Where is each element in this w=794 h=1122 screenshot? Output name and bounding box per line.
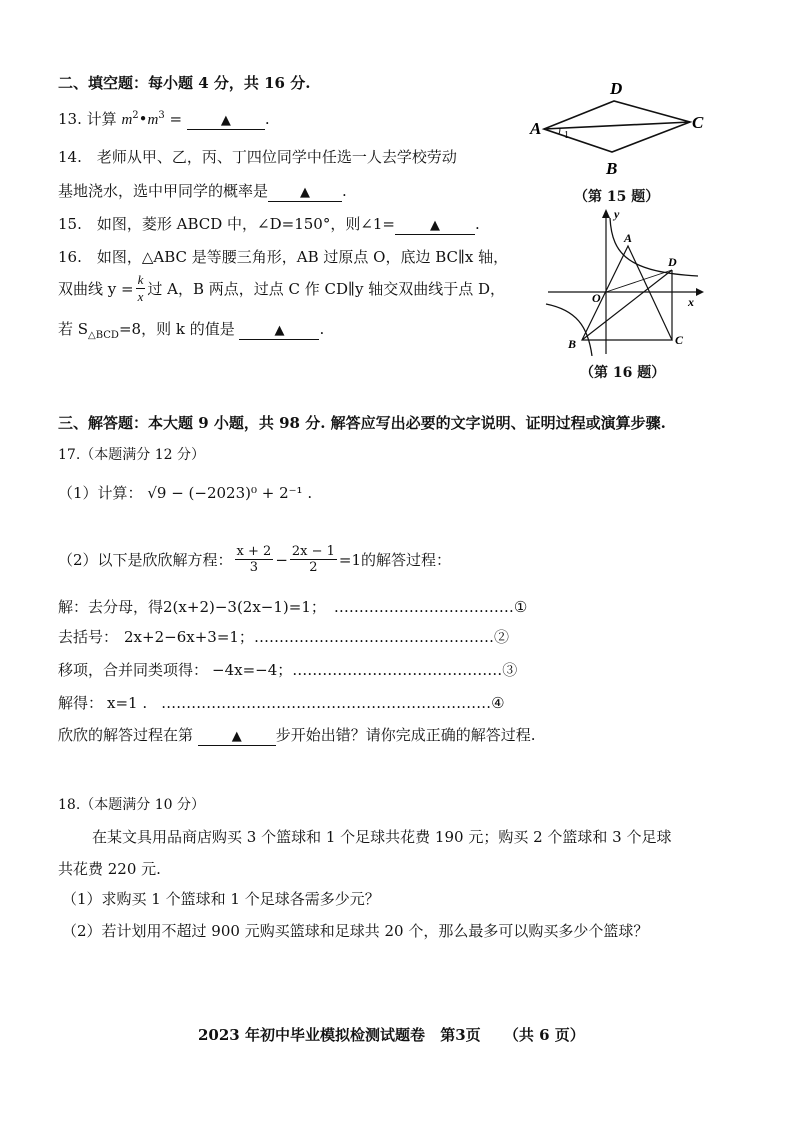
label-A: A bbox=[624, 231, 633, 245]
label-D: D bbox=[668, 255, 677, 269]
solution-step-4 bbox=[58, 692, 505, 713]
fraction-1 bbox=[235, 544, 274, 575]
question-14-line2 bbox=[58, 180, 347, 202]
denominator: x bbox=[137, 289, 144, 304]
math-expression: √9 − (−2023)⁰ + 2⁻¹ . bbox=[147, 484, 313, 502]
dot-leader: ………………………………………………………… bbox=[161, 694, 492, 712]
fraction-k-over-x bbox=[136, 272, 146, 305]
footer-total: （共 6 页） bbox=[503, 1026, 585, 1044]
step-number: ② bbox=[493, 628, 509, 646]
label-O: O bbox=[592, 291, 601, 305]
hyperbola-branch-1 bbox=[610, 218, 698, 276]
numerator: x + 2 bbox=[236, 544, 272, 559]
period: . bbox=[342, 182, 347, 200]
section2-heading: 二、填空题：每小题 4 分，共 16 分. bbox=[58, 74, 311, 92]
label-B: B bbox=[606, 159, 618, 178]
step-number: ③ bbox=[502, 661, 518, 679]
dot-operator: • bbox=[138, 110, 148, 128]
page-footer bbox=[198, 1024, 585, 1045]
equals-sign: = bbox=[169, 110, 183, 128]
question-text: =8，则 k 的值是 bbox=[118, 320, 235, 338]
question-text: 过 A，B 两点，过点 C 作 CD∥y 轴交双曲线于点 D， bbox=[147, 280, 506, 298]
question-16-line2 bbox=[58, 272, 505, 305]
question-17-conclusion bbox=[58, 724, 536, 746]
step-number: ④ bbox=[491, 694, 505, 712]
step-label: 解：去分母，得 bbox=[58, 598, 164, 616]
question-16-line1: 16. 如图，△ABC 是等腰三角形，AB 过原点 O，底边 BC∥x 轴， bbox=[58, 248, 509, 266]
question-13 bbox=[58, 108, 270, 130]
solution-step-3 bbox=[58, 659, 517, 680]
step-label: 移项，合并同类项得： bbox=[58, 661, 209, 679]
var-m: m bbox=[147, 112, 159, 128]
denominator: 3 bbox=[249, 560, 259, 575]
question-16-line3 bbox=[58, 318, 324, 341]
label-x: x bbox=[688, 295, 694, 309]
minus-sign: − bbox=[275, 550, 288, 569]
step-label: 去括号： bbox=[58, 628, 119, 646]
period: . bbox=[264, 110, 270, 128]
answer-blank-16[interactable]: ▲ bbox=[239, 323, 319, 340]
label-D: D bbox=[610, 79, 623, 98]
answer-blank-13[interactable]: ▲ bbox=[187, 113, 265, 130]
answer-blank-14[interactable]: ▲ bbox=[268, 185, 342, 202]
question-14-line1: 14. 老师从甲、乙，丙、丁四位同学中任选一人去学校劳动 bbox=[58, 148, 457, 166]
question-17-title: 17.（本题满分 12 分） bbox=[58, 447, 205, 463]
step-expression: −4x=−4； bbox=[212, 661, 293, 679]
answer-blank-15[interactable]: ▲ bbox=[395, 218, 475, 235]
figure-16-hyperbola bbox=[538, 206, 718, 356]
solution-step-2 bbox=[58, 626, 509, 647]
question-18-title: 18.（本题满分 10 分） bbox=[58, 797, 205, 813]
period: . bbox=[319, 320, 325, 338]
subscript: △BCD bbox=[88, 330, 119, 341]
footer-page: 第3页 bbox=[440, 1026, 481, 1044]
denominator: 2 bbox=[309, 560, 318, 575]
question-text: 若 S bbox=[58, 320, 89, 338]
label-A: A bbox=[530, 119, 542, 138]
figure-15-caption: （第 15 题） bbox=[574, 189, 660, 205]
step-expression: x=1 . bbox=[107, 694, 148, 712]
fraction-2 bbox=[290, 544, 337, 575]
label-B: B bbox=[568, 337, 577, 351]
question-18-para-line1: 在某文具用品商店购买 3 个篮球和 1 个足球共花费 190 元；购买 2 个篮球和 3 个足球 bbox=[92, 828, 672, 846]
label-C: C bbox=[675, 333, 684, 347]
question-text: 15. 如图，菱形 ABCD 中，∠D=150°，则∠1= bbox=[58, 215, 396, 233]
label-C: C bbox=[692, 113, 704, 132]
dot-leader: …………………………………… bbox=[292, 661, 503, 679]
question-18-part2: （2）若计划用不超过 900 元购买篮球和足球共 20 个，那么最多可以购买多少个篮球？ bbox=[62, 922, 649, 940]
figure-16-caption: （第 16 题） bbox=[580, 365, 666, 381]
var-m: m bbox=[121, 112, 133, 128]
numerator: k bbox=[137, 272, 144, 287]
step-number: ① bbox=[513, 598, 528, 616]
numerator: 2x − 1 bbox=[291, 544, 335, 559]
footer-title: 2023 年初中毕业模拟检测试题卷 bbox=[198, 1026, 425, 1044]
section3-heading: 三、解答题：本大题 9 小题，共 98 分. 解答应写出必要的文字说明、证明过程或演算步骤. bbox=[58, 414, 666, 432]
question-17-part1 bbox=[58, 482, 312, 503]
dot-leader: ……………………………… bbox=[333, 598, 514, 616]
exponent: 3 bbox=[158, 110, 165, 121]
question-text: 双曲线 y = bbox=[58, 280, 134, 298]
question-text: 基地浇水，选中甲同学的概率是 bbox=[58, 182, 269, 200]
step-expression: 2x+2−6x+3=1； bbox=[124, 628, 254, 646]
question-15 bbox=[58, 213, 480, 235]
question-text: 计算 bbox=[86, 110, 117, 128]
question-text: 欣欣的解答过程在第 bbox=[58, 726, 194, 744]
part-text: =1的解答过程： bbox=[338, 551, 452, 569]
part-label: （1）计算： bbox=[58, 484, 143, 502]
exponent: 2 bbox=[132, 110, 139, 121]
question-18-part1: （1）求购买 1 个篮球和 1 个足球各需多少元？ bbox=[62, 890, 380, 908]
period: . bbox=[475, 215, 480, 233]
label-angle-1: 1 bbox=[564, 130, 569, 141]
question-18-para-line2: 共花费 220 元. bbox=[58, 860, 161, 878]
step-expression: 2(x+2)−3(2x−1)=1； bbox=[163, 598, 326, 616]
figure-15-rhombus bbox=[522, 76, 718, 180]
question-text: 步开始出错？请你完成正确的解答过程. bbox=[275, 726, 536, 744]
part-text: （2）以下是欣欣解方程： bbox=[58, 551, 233, 569]
answer-blank-17[interactable]: ▲ bbox=[198, 729, 276, 746]
dot-leader: ………………………………………… bbox=[253, 628, 494, 646]
label-y: y bbox=[614, 207, 620, 221]
question-17-part2 bbox=[58, 544, 451, 575]
step-label: 解得： bbox=[58, 694, 104, 712]
question-number: 13. bbox=[58, 110, 82, 128]
solution-step-1 bbox=[58, 596, 527, 617]
